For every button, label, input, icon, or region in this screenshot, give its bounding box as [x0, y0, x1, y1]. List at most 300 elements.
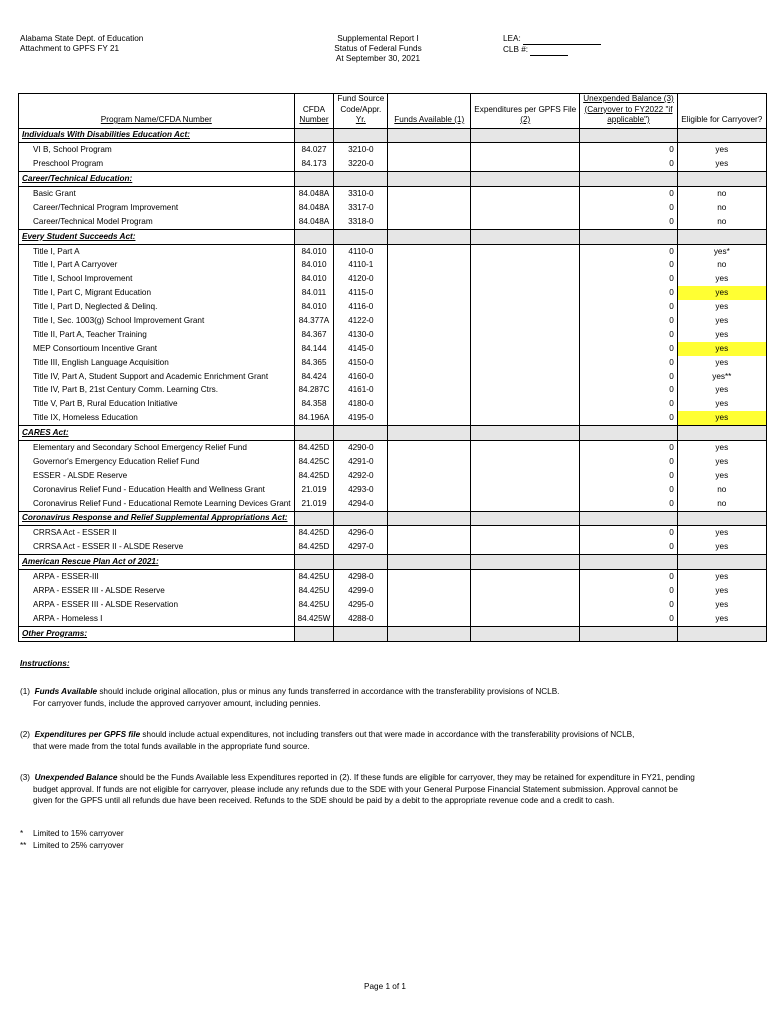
unexpended-balance-cell: 0	[580, 201, 678, 215]
program-name-cell: ARPA - Homeless I	[19, 612, 295, 626]
program-name-cell: MEP Consortioum Incentive Grant	[19, 342, 295, 356]
lea-field[interactable]	[523, 34, 601, 45]
funds-available-cell[interactable]	[388, 187, 471, 201]
expenditures-cell[interactable]	[471, 411, 580, 425]
section-filler-cell	[294, 511, 334, 526]
program-name-cell: Title III, English Language Acquisition	[19, 356, 295, 370]
fund-source-cell: 4295-0	[334, 598, 388, 612]
unexpended-balance-cell: 0	[580, 286, 678, 300]
eligible-carryover-cell: yes	[677, 157, 766, 171]
section-name: CARES Act:	[19, 426, 295, 441]
cfda-number-cell: 84.287C	[294, 384, 334, 398]
funds-available-cell[interactable]	[388, 259, 471, 273]
eligible-carryover-cell: no	[677, 497, 766, 511]
fund-source-cell: 3220-0	[334, 157, 388, 171]
table-row	[19, 244, 767, 258]
program-name-cell: ESSER - ALSDE Reserve	[19, 469, 295, 483]
fund-source-cell: 4296-0	[334, 526, 388, 540]
section-name: Other Programs:	[19, 626, 295, 641]
funds-available-cell[interactable]	[388, 397, 471, 411]
report-title: Supplemental Report I	[337, 34, 419, 43]
program-name-cell: Career/Technical Model Program	[19, 215, 295, 229]
expenditures-cell[interactable]	[471, 612, 580, 626]
cfda-number-cell: 84.425C	[294, 455, 334, 469]
unexpended-balance-cell: 0	[580, 455, 678, 469]
section-filler-cell	[580, 511, 678, 526]
cfda-number-cell: 84.424	[294, 370, 334, 384]
cfda-number-cell: 84.010	[294, 259, 334, 273]
section-filler-cell	[677, 229, 766, 244]
eligible-carryover-cell: yes	[677, 314, 766, 328]
eligible-carryover-cell: yes*	[677, 244, 766, 258]
unexpended-balance-cell: 0	[580, 584, 678, 598]
unexpended-balance-cell: 0	[580, 384, 678, 398]
program-name-cell: CRRSA Act - ESSER II - ALSDE Reserve	[19, 540, 295, 554]
table-row	[19, 540, 767, 554]
funds-available-cell[interactable]	[388, 540, 471, 554]
section-filler-cell	[294, 555, 334, 570]
section-header-row	[19, 555, 767, 570]
table-row	[19, 143, 767, 157]
section-filler-cell	[580, 229, 678, 244]
program-name-cell: VI B, School Program	[19, 143, 295, 157]
unexpended-balance-cell: 0	[580, 483, 678, 497]
unexpended-balance-cell: 0	[580, 259, 678, 273]
program-name-cell: Title II, Part A, Teacher Training	[19, 328, 295, 342]
funds-available-cell[interactable]	[388, 469, 471, 483]
section-filler-cell	[388, 511, 471, 526]
fund-source-cell: 4195-0	[334, 411, 388, 425]
section-filler-cell	[677, 555, 766, 570]
fund-source-cell: 4293-0	[334, 483, 388, 497]
cfda-number-cell: 84.173	[294, 157, 334, 171]
col-fund-header: Fund Source Code/Appr. Yr.	[334, 94, 388, 129]
expenditures-cell[interactable]	[471, 526, 580, 540]
table-row	[19, 314, 767, 328]
section-filler-cell	[294, 426, 334, 441]
expenditures-cell[interactable]	[471, 244, 580, 258]
section-filler-cell	[471, 511, 580, 526]
fund-source-cell: 4110-1	[334, 259, 388, 273]
section-filler-cell	[388, 426, 471, 441]
program-name-cell: ARPA - ESSER-III	[19, 570, 295, 584]
expenditures-cell[interactable]	[471, 370, 580, 384]
funds-available-cell[interactable]	[388, 272, 471, 286]
table-row	[19, 370, 767, 384]
eligible-carryover-cell: no	[677, 201, 766, 215]
fund-source-cell: 4290-0	[334, 441, 388, 455]
eligible-carryover-cell: yes	[677, 598, 766, 612]
table-row	[19, 286, 767, 300]
eligible-carryover-cell: yes	[677, 300, 766, 314]
section-filler-cell	[388, 172, 471, 187]
fund-source-cell: 4110-0	[334, 244, 388, 258]
section-filler-cell	[294, 229, 334, 244]
eligible-carryover-cell: yes	[677, 584, 766, 598]
program-name-cell: Title IV, Part A, Student Support and Academic Enrichment Grant	[19, 370, 295, 384]
expenditures-cell[interactable]	[471, 584, 580, 598]
section-filler-cell	[388, 626, 471, 641]
report-date: At September 30, 2021	[335, 54, 421, 63]
section-filler-cell	[471, 626, 580, 641]
fund-source-cell: 4292-0	[334, 469, 388, 483]
unexpended-balance-cell: 0	[580, 143, 678, 157]
clb-field[interactable]	[530, 45, 568, 56]
expenditures-cell[interactable]	[471, 328, 580, 342]
unexpended-balance-cell: 0	[580, 598, 678, 612]
footnotes	[20, 828, 124, 851]
fund-source-cell: 3318-0	[334, 215, 388, 229]
federal-funds-table	[18, 93, 767, 642]
unexpended-balance-cell: 0	[580, 157, 678, 171]
table-header-row	[19, 94, 767, 129]
eligible-carryover-cell: yes	[677, 384, 766, 398]
program-name-cell: Title I, Part A Carryover	[19, 259, 295, 273]
cfda-number-cell: 84.425U	[294, 584, 334, 598]
funds-available-cell[interactable]	[388, 215, 471, 229]
program-name-cell: Governor's Emergency Education Relief Fund	[19, 455, 295, 469]
program-name-cell: ARPA - ESSER III - ALSDE Reserve	[19, 584, 295, 598]
eligible-carryover-cell: yes	[677, 342, 766, 356]
funds-available-cell[interactable]	[388, 201, 471, 215]
section-header-row	[19, 172, 767, 187]
fund-source-cell: 4288-0	[334, 612, 388, 626]
funds-available-cell[interactable]	[388, 300, 471, 314]
section-filler-cell	[388, 229, 471, 244]
footnote-1: Limited to 15% carryover	[33, 829, 124, 838]
cfda-number-cell: 84.011	[294, 286, 334, 300]
table-row	[19, 201, 767, 215]
fund-source-cell: 3210-0	[334, 143, 388, 157]
eligible-carryover-cell: yes	[677, 397, 766, 411]
unexpended-balance-cell: 0	[580, 540, 678, 554]
table-row	[19, 300, 767, 314]
section-filler-cell	[334, 128, 388, 143]
section-filler-cell	[677, 511, 766, 526]
col-expenditures-header: Expenditures per GPFS File (2)	[471, 94, 580, 129]
unexpended-balance-cell: 0	[580, 469, 678, 483]
expenditures-cell[interactable]	[471, 314, 580, 328]
cfda-number-cell: 84.196A	[294, 411, 334, 425]
section-filler-cell	[334, 511, 388, 526]
footnote-1-mark: *	[20, 829, 24, 838]
program-name-cell: Title I, Part D, Neglected & Delinq.	[19, 300, 295, 314]
cfda-number-cell: 84.358	[294, 397, 334, 411]
funds-available-cell[interactable]	[388, 598, 471, 612]
section-filler-cell	[334, 626, 388, 641]
section-filler-cell	[334, 172, 388, 187]
program-name-cell: Basic Grant	[19, 187, 295, 201]
program-name-cell: Coronavirus Relief Fund - Educational Remote Learning Devices Grant	[19, 497, 295, 511]
unexpended-balance-cell: 0	[580, 342, 678, 356]
funds-available-cell[interactable]	[388, 441, 471, 455]
section-name: Every Student Succeeds Act:	[19, 229, 295, 244]
expenditures-cell[interactable]	[471, 356, 580, 370]
expenditures-cell[interactable]	[471, 483, 580, 497]
section-filler-cell	[294, 128, 334, 143]
program-name-cell: Title I, Part C, Migrant Education	[19, 286, 295, 300]
footnote-2-mark: **	[20, 840, 27, 850]
expenditures-cell[interactable]	[471, 598, 580, 612]
fund-source-cell: 4291-0	[334, 455, 388, 469]
eligible-carryover-cell: yes	[677, 328, 766, 342]
cfda-number-cell: 84.010	[294, 300, 334, 314]
funds-available-cell[interactable]	[388, 483, 471, 497]
unexpended-balance-cell: 0	[580, 441, 678, 455]
funds-available-cell[interactable]	[388, 526, 471, 540]
unexpended-balance-cell: 0	[580, 356, 678, 370]
section-filler-cell	[580, 426, 678, 441]
eligible-carryover-cell: yes	[677, 143, 766, 157]
table-row	[19, 272, 767, 286]
funds-available-cell[interactable]	[388, 455, 471, 469]
eligible-carryover-cell: no	[677, 215, 766, 229]
eligible-carryover-cell: yes	[677, 356, 766, 370]
cfda-number-cell: 84.010	[294, 272, 334, 286]
fund-source-cell: 4130-0	[334, 328, 388, 342]
funds-available-cell[interactable]	[388, 314, 471, 328]
eligible-carryover-cell: yes	[677, 272, 766, 286]
unexpended-balance-cell: 0	[580, 300, 678, 314]
table-row	[19, 612, 767, 626]
agency-header	[20, 34, 143, 54]
expenditures-cell[interactable]	[471, 143, 580, 157]
section-filler-cell	[294, 626, 334, 641]
cfda-number-cell: 84.425D	[294, 441, 334, 455]
section-name: Career/Technical Education:	[19, 172, 295, 187]
funds-available-cell[interactable]	[388, 244, 471, 258]
table-row	[19, 598, 767, 612]
eligible-carryover-cell: yes	[677, 612, 766, 626]
expenditures-cell[interactable]	[471, 259, 580, 273]
cfda-number-cell: 84.048A	[294, 201, 334, 215]
program-name-cell: Coronavirus Relief Fund - Education Health and Wellness Grant	[19, 483, 295, 497]
funds-available-cell[interactable]	[388, 342, 471, 356]
cfda-number-cell: 84.425D	[294, 526, 334, 540]
fund-source-cell: 4161-0	[334, 384, 388, 398]
cfda-number-cell: 84.377A	[294, 314, 334, 328]
expenditures-cell[interactable]	[471, 215, 580, 229]
instructions-title: Instructions:	[20, 659, 70, 668]
report-title-block	[318, 34, 438, 64]
table-row	[19, 397, 767, 411]
fund-source-cell: 3310-0	[334, 187, 388, 201]
cfda-number-cell: 84.048A	[294, 187, 334, 201]
unexpended-balance-cell: 0	[580, 215, 678, 229]
table-row	[19, 497, 767, 511]
table-row	[19, 584, 767, 598]
cfda-number-cell: 84.027	[294, 143, 334, 157]
cfda-number-cell: 21.019	[294, 497, 334, 511]
table-row	[19, 483, 767, 497]
cfda-number-cell: 84.365	[294, 356, 334, 370]
cfda-number-cell: 21.019	[294, 483, 334, 497]
table-row	[19, 259, 767, 273]
funds-available-cell[interactable]	[388, 411, 471, 425]
eligible-carryover-cell: no	[677, 483, 766, 497]
expenditures-cell[interactable]	[471, 497, 580, 511]
unexpended-balance-cell: 0	[580, 328, 678, 342]
funds-available-cell[interactable]	[388, 570, 471, 584]
program-name-cell: Title I, Sec. 1003(g) School Improvement Grant	[19, 314, 295, 328]
expenditures-cell[interactable]	[471, 201, 580, 215]
table-row	[19, 157, 767, 171]
fund-source-cell: 4115-0	[334, 286, 388, 300]
unexpended-balance-cell: 0	[580, 612, 678, 626]
fund-source-cell: 4180-0	[334, 397, 388, 411]
expenditures-cell[interactable]	[471, 187, 580, 201]
fund-source-cell: 4299-0	[334, 584, 388, 598]
table-row	[19, 356, 767, 370]
section-name: Coronavirus Response and Relief Supplemental Appropriations Act:	[19, 511, 295, 526]
section-header-row	[19, 426, 767, 441]
funds-available-cell[interactable]	[388, 370, 471, 384]
col-funds-available-header: Funds Available (1)	[388, 94, 471, 129]
eligible-carryover-cell: yes	[677, 286, 766, 300]
expenditures-cell[interactable]	[471, 342, 580, 356]
eligible-carryover-cell: yes**	[677, 370, 766, 384]
page-number: Page 1 of 1	[364, 982, 406, 991]
fund-source-cell: 4298-0	[334, 570, 388, 584]
fund-source-cell: 4122-0	[334, 314, 388, 328]
program-name-cell: ARPA - ESSER III - ALSDE Reservation	[19, 598, 295, 612]
section-filler-cell	[294, 172, 334, 187]
program-name-cell: CRRSA Act - ESSER II	[19, 526, 295, 540]
eligible-carryover-cell: yes	[677, 411, 766, 425]
attachment-title: Attachment to GPFS FY 21	[20, 44, 120, 53]
table-row	[19, 187, 767, 201]
section-filler-cell	[334, 426, 388, 441]
table-row	[19, 526, 767, 540]
program-name-cell: Title I, Part A	[19, 244, 295, 258]
funds-available-cell[interactable]	[388, 384, 471, 398]
funds-available-cell[interactable]	[388, 356, 471, 370]
expenditures-cell[interactable]	[471, 272, 580, 286]
instruction-3: (3) Unexpended Balance should be the Funds Available less Expenditures reported in (2). If these funds are eligible for carryover, they may be retained for expenditure in FY21, pending budget approval. If funds are not eligible for carryover, please include any refunds due to the SDE with your General Purpose Financial Statement submission. Approval cannot be given for the GPFS until all refunds due have been received. Refunds to the SDE should be paid by a debit to the appropriate revenue code and a credit to cash.	[20, 773, 695, 805]
expenditures-cell[interactable]	[471, 157, 580, 171]
unexpended-balance-cell: 0	[580, 397, 678, 411]
table-row	[19, 342, 767, 356]
funds-available-cell[interactable]	[388, 612, 471, 626]
expenditures-cell[interactable]	[471, 469, 580, 483]
report-subtitle: Status of Federal Funds	[334, 44, 422, 53]
eligible-carryover-cell: yes	[677, 570, 766, 584]
expenditures-cell[interactable]	[471, 570, 580, 584]
instruction-2: (2) Expenditures per GPFS file should include actual expenditures, not including transfers out that were made in accordance with the transferability provisions of NCLB, that were made from the total funds available in the appropriate fund source.	[20, 730, 635, 751]
table-row	[19, 570, 767, 584]
cfda-number-cell: 84.144	[294, 342, 334, 356]
eligible-carryover-cell: yes	[677, 441, 766, 455]
table-row	[19, 441, 767, 455]
eligible-carryover-cell: no	[677, 187, 766, 201]
section-header-row	[19, 626, 767, 641]
footnote-2: Limited to 25% carryover	[33, 840, 124, 850]
expenditures-cell[interactable]	[471, 384, 580, 398]
lea-block	[503, 34, 601, 56]
unexpended-balance-cell: 0	[580, 314, 678, 328]
program-name-cell: Title I, School Improvement	[19, 272, 295, 286]
cfda-number-cell: 84.425D	[294, 469, 334, 483]
col-unexpended-header: Unexpended Balance (3) (Carryover to FY2022 "if applicable")	[580, 94, 678, 129]
unexpended-balance-cell: 0	[580, 411, 678, 425]
lea-label: LEA:	[503, 34, 521, 43]
table-row	[19, 384, 767, 398]
eligible-carryover-cell: yes	[677, 455, 766, 469]
funds-available-cell[interactable]	[388, 328, 471, 342]
col-cfda-header: CFDA Number	[294, 94, 334, 129]
cfda-number-cell: 84.425U	[294, 598, 334, 612]
clb-label: CLB #:	[503, 45, 529, 54]
expenditures-cell[interactable]	[471, 286, 580, 300]
fund-source-cell: 4150-0	[334, 356, 388, 370]
table-row	[19, 411, 767, 425]
section-filler-cell	[471, 229, 580, 244]
program-name-cell: Elementary and Secondary School Emergency Relief Fund	[19, 441, 295, 455]
funds-available-cell[interactable]	[388, 584, 471, 598]
table-row	[19, 215, 767, 229]
program-name-cell: Title V, Part B, Rural Education Initiative	[19, 397, 295, 411]
eligible-carryover-cell: yes	[677, 540, 766, 554]
fund-source-cell: 4120-0	[334, 272, 388, 286]
expenditures-cell[interactable]	[471, 455, 580, 469]
fund-source-cell: 3317-0	[334, 201, 388, 215]
agency-name: Alabama State Dept. of Education	[20, 34, 144, 43]
cfda-number-cell: 84.010	[294, 244, 334, 258]
section-filler-cell	[677, 426, 766, 441]
funds-available-cell[interactable]	[388, 497, 471, 511]
unexpended-balance-cell: 0	[580, 272, 678, 286]
funds-available-cell[interactable]	[388, 286, 471, 300]
unexpended-balance-cell: 0	[580, 497, 678, 511]
fund-source-cell: 4297-0	[334, 540, 388, 554]
eligible-carryover-cell: no	[677, 259, 766, 273]
expenditures-cell[interactable]	[471, 441, 580, 455]
fund-source-cell: 4116-0	[334, 300, 388, 314]
program-name-cell: Preschool Program	[19, 157, 295, 171]
fund-source-cell: 4160-0	[334, 370, 388, 384]
col-program-header: Program Name/CFDA Number	[19, 94, 295, 129]
unexpended-balance-cell: 0	[580, 187, 678, 201]
section-header-row	[19, 229, 767, 244]
eligible-carryover-cell: yes	[677, 526, 766, 540]
section-filler-cell	[388, 555, 471, 570]
unexpended-balance-cell: 0	[580, 526, 678, 540]
program-name-cell: Title IV, Part B, 21st Century Comm. Learning Ctrs.	[19, 384, 295, 398]
funds-available-cell[interactable]	[388, 143, 471, 157]
section-filler-cell	[677, 626, 766, 641]
cfda-number-cell: 84.425U	[294, 570, 334, 584]
cfda-number-cell: 84.048A	[294, 215, 334, 229]
section-filler-cell	[677, 172, 766, 187]
table-row	[19, 455, 767, 469]
cfda-number-cell: 84.367	[294, 328, 334, 342]
unexpended-balance-cell: 0	[580, 370, 678, 384]
section-filler-cell	[334, 229, 388, 244]
expenditures-cell[interactable]	[471, 397, 580, 411]
expenditures-cell[interactable]	[471, 540, 580, 554]
eligible-carryover-cell: yes	[677, 469, 766, 483]
table-body	[19, 128, 767, 641]
funds-available-cell[interactable]	[388, 157, 471, 171]
section-filler-cell	[677, 128, 766, 143]
expenditures-cell[interactable]	[471, 300, 580, 314]
table-row	[19, 328, 767, 342]
section-filler-cell	[580, 128, 678, 143]
section-name: Individuals With Disabilities Education Act:	[19, 128, 295, 143]
section-filler-cell	[334, 555, 388, 570]
section-filler-cell	[471, 426, 580, 441]
program-name-cell: Title IX, Homeless Education	[19, 411, 295, 425]
